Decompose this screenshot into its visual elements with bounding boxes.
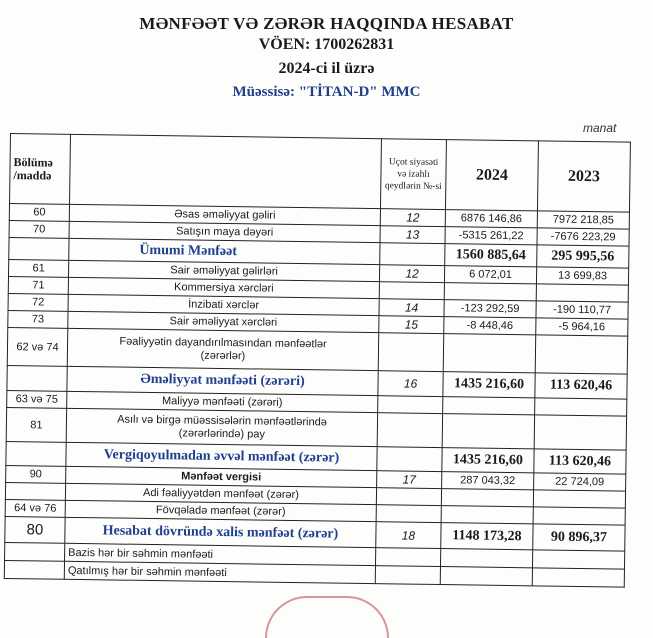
currency-unit: manat bbox=[583, 121, 617, 135]
table-row: 70 Satışın maya dəyəri 13 -5315 261,22 -7676 223,29 bbox=[9, 220, 629, 246]
net-profit-row: 80 Hesabat dövründə xalis mənfəət (zərər) 18 1148 173,28 90 896,37 bbox=[5, 516, 625, 551]
report-period: 2024-ci il üzrə bbox=[278, 60, 375, 77]
table-row: 62 və 74 Fəaliyyətin dayandırılmasından mənfəətlər (zərərlər) bbox=[7, 327, 627, 374]
entity-name: Müəssisə: "TİTAN-D" MMC bbox=[232, 84, 421, 100]
year-2024-header: 2024 bbox=[445, 140, 538, 211]
table-header-row bbox=[10, 134, 631, 213]
gross-profit-row: Ümumi Mənfəət 1560 885,64 295 995,56 bbox=[9, 237, 629, 268]
table-row: 63 və 75 Maliyyə mənfəəti (zərəri) bbox=[7, 390, 627, 416]
table-row: 64 və 76 Fövqəladə mənfəət (zərər) bbox=[5, 499, 625, 525]
table-row: 61 Sair əməliyyat gəlirləri 12 6 072,01 13 699,83 bbox=[8, 259, 628, 285]
section-column-header: Bölümə /maddə bbox=[10, 134, 71, 205]
pretax-profit-row: Vergiqoyulmadan əvvəl mənfəət (zərər) 1435 216,60 113 620,46 bbox=[6, 441, 626, 474]
table-row: 60 Əsas əməliyyat gəliri 12 6876 146,86 7972 218,85 bbox=[9, 204, 629, 230]
table-row: Bazis hər bir səhmin mənfəəti bbox=[5, 542, 625, 569]
table-row: 72 İnzibati xərclər 14 -123 292,59 -190 110,77 bbox=[8, 293, 628, 319]
income-statement-table bbox=[4, 133, 631, 588]
tax-id: VÖEN: 1700262831 bbox=[258, 36, 395, 53]
stamp-seal-icon bbox=[265, 596, 389, 638]
table-row: 73 Sair əməliyyat xərcləri 15 -8 448,46 -5 964,16 bbox=[8, 310, 628, 336]
table-row: 90 Mənfəət vergisi 17 287 043,32 22 724,09 bbox=[6, 465, 626, 491]
table-row: 71 Kommersiya xərcləri bbox=[8, 276, 628, 302]
table-row: Qatılmış hər bir səhmin mənfəəti bbox=[4, 560, 624, 587]
year-2023-header: 2023 bbox=[537, 141, 630, 212]
table-row: Adi fəaliyyətdən mənfəət (zərər) bbox=[5, 482, 625, 508]
note-column-header: Uçot siyasəti və izahlı qeydlərin №-si bbox=[380, 139, 446, 210]
table-row: 81 Asılı və birgə müəssisələrin mənfəətlərində (zərərlərində) pay bbox=[6, 407, 626, 450]
operating-profit-row: Əməliyyat mənfəəti (zərəri) 16 1435 216,60 113 620,46 bbox=[7, 365, 627, 399]
report-title: MƏNFƏƏT VƏ ZƏRƏR HAQQINDA HESABAT bbox=[139, 14, 514, 33]
